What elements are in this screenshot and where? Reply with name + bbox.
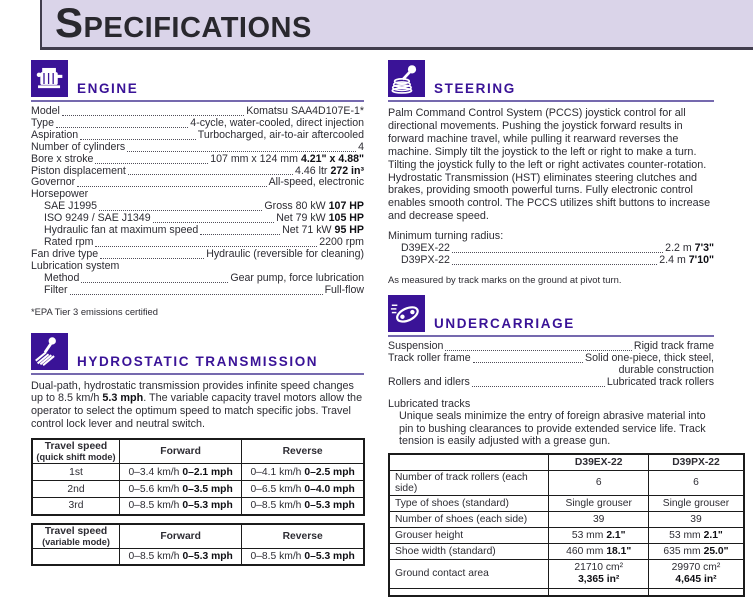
spec-row (31, 249, 364, 261)
travel-speed-variable-mode-table (31, 523, 365, 567)
table-row (32, 548, 364, 565)
row-label: Ground contact area (389, 559, 549, 588)
undercarriage-section-title: UNDERCARRIAGE (434, 315, 575, 331)
value-cell: 39 (648, 511, 744, 527)
spec-value: Hydraulic (reversible for cleaning) (206, 247, 364, 260)
undercarriage-table (388, 453, 745, 597)
spec-value: Lubricated track rollers (606, 375, 714, 388)
col-header-mode: Travel speed (variable mode) (32, 524, 120, 549)
spec-label: Hydraulic fan at maximum speed (44, 224, 199, 237)
spec-value: Komatsu SAA4D107E-1* (246, 105, 364, 117)
table-header-row (389, 454, 744, 470)
reverse-cell: 0–8.5 km/h 0–5.3 mph (242, 548, 364, 565)
spec-row (388, 377, 714, 389)
engine-section-header (31, 60, 364, 102)
content-columns (31, 60, 753, 597)
reverse-cell: 0–8.5 km/h 0–5.3 mph (242, 498, 364, 515)
pivot-turn-note: As measured by track marks on the ground at pivot turn. (388, 273, 622, 285)
steering-section-header (388, 60, 714, 102)
gear-cell: 2nd (32, 481, 119, 498)
engine-icon (31, 60, 68, 97)
value-cell: 39 (549, 511, 649, 527)
table-row (389, 527, 744, 543)
spec-value-wrap-line: durable construction (618, 363, 714, 376)
forward-cell: 0–8.5 km/h 0–5.3 mph (119, 498, 241, 515)
col-header-blank (389, 454, 549, 470)
spec-value: Full-flow (324, 283, 364, 296)
dot-leader (128, 174, 293, 175)
turning-radius-list (388, 243, 714, 267)
spec-value: 107 mm x 124 mm 4.21" x 4.88" (210, 152, 364, 165)
spec-row (388, 255, 714, 267)
spec-label: Filter (44, 283, 68, 296)
col-header-d39px: D39PX-22 (648, 454, 744, 470)
gear-cell: 1st (32, 464, 119, 481)
dot-leader (127, 151, 356, 152)
spec-label: ISO 9249 / SAE J1349 (44, 212, 151, 225)
spec-label: D39PX-22 (401, 254, 450, 267)
undercarriage-spec-list (388, 341, 714, 389)
value-cell: 29970 cm² 4,645 in² (648, 559, 744, 588)
spec-value: 4-cycle, water-cooled, direct injection (190, 116, 364, 129)
table-row (32, 498, 364, 515)
row-label: Shoe width (standard) (389, 543, 549, 559)
col-header-mode: Travel speed (quick shift mode) (32, 439, 119, 464)
steering-paragraph: Palm Command Control System (PCCS) joystick control for all directional movements. Pushing the joystick forward results in forward machine travel, while pulling it rearward reverses the machine. Simply tilt the joystick to the left or right to make a turn. Tilting the joystick fully to the left or right activates counter-rotation. Hydrostatic Transmission (HST) eliminates steering clutches and brakes, providing smooth powerful turns. Fully electronic control enables smooth control. The PCCS utilizes shift buttons to increase and decrease speed. (388, 107, 711, 223)
spec-group-heading: Horsepower (31, 188, 89, 201)
right-column (388, 60, 745, 597)
spec-label: SAE J1995 (44, 200, 98, 213)
dot-leader (81, 282, 228, 283)
value-cell: 53 mm 2.1" (648, 527, 744, 543)
value-cell: 635 mm 25.0" (648, 543, 744, 559)
spec-value: Solid one-piece, thick steel, (585, 351, 714, 364)
value-cell: 6 (648, 470, 744, 495)
gear-cell: 3rd (32, 498, 119, 515)
transmission-section-title: HYDROSTATIC TRANSMISSION (77, 353, 319, 369)
table-row (389, 495, 744, 511)
transmission-section-header (31, 333, 364, 375)
steering-joystick-icon (388, 60, 425, 97)
col-header-reverse: Reverse (242, 439, 364, 464)
undercarriage-track-icon (388, 295, 425, 332)
table-header-row (32, 439, 364, 464)
spec-label: Aspiration (31, 128, 79, 141)
spec-label: Rated rpm (44, 235, 94, 248)
dot-leader (153, 222, 275, 223)
table-row (389, 559, 744, 588)
dot-leader (200, 234, 280, 235)
spec-label: Piston displacement (31, 164, 126, 177)
col-header-forward: Forward (120, 524, 242, 549)
value-cell: 21710 cm² 3,365 in² (549, 559, 649, 588)
reverse-cell: 0–6.5 km/h 0–4.0 mph (242, 481, 364, 498)
dot-leader (95, 163, 208, 164)
spec-label: Model (31, 105, 60, 117)
gear-cell (32, 548, 120, 565)
table-row (389, 470, 744, 495)
lubricated-tracks-paragraph: Unique seals minimize the entry of foreign abrasive material into pin to bushing clearances to provide extended service life. Track tension is easily adjusted with a grease gun. (399, 409, 706, 448)
table-row (32, 464, 364, 481)
dot-leader (80, 139, 196, 140)
dot-leader (452, 252, 663, 253)
spec-row (31, 130, 364, 142)
spec-label: Bore x stroke (31, 152, 94, 165)
spec-value: 2200 rpm (319, 235, 364, 248)
travel-speed-quick-shift-table (31, 438, 365, 516)
spec-label: Fan drive type (31, 247, 99, 260)
forward-cell: 0–3.4 km/h 0–2.1 mph (119, 464, 241, 481)
spec-value: All-speed, electronic (268, 176, 364, 189)
spec-value: Turbocharged, air-to-air aftercooled (197, 128, 364, 141)
transmission-paragraph: Dual-path, hydrostatic transmission provides infinite speed changes up to 8.5 km/h 5.3 mph. The variable capacity travel motors allow the operator to select the optimum speed to match specific jobs. Travel control lock lever and neutral switch. (31, 379, 363, 431)
dot-leader (95, 246, 317, 247)
spec-label: Governor (31, 176, 76, 189)
dot-leader (452, 264, 657, 265)
turning-radius-heading: Minimum turning radius: (388, 230, 504, 243)
spec-row (31, 285, 364, 297)
page-title-banner (40, 0, 753, 50)
spec-value: 4 (358, 140, 364, 153)
dot-leader (62, 115, 244, 116)
spec-label: Track roller frame (388, 351, 471, 364)
row-label: Grouser height (389, 527, 549, 543)
spec-value: 2.4 m 7'10" (659, 254, 714, 267)
engine-section-title: ENGINE (77, 81, 139, 96)
epa-footnote: *EPA Tier 3 emissions certified (31, 305, 158, 317)
table-row-clipped (389, 588, 744, 596)
value-cell: 53 mm 2.1" (549, 527, 649, 543)
col-header-d39ex: D39EX-22 (549, 454, 649, 470)
dot-leader (472, 386, 605, 387)
spec-value: Gross 80 kW 107 HP (264, 200, 364, 213)
spec-label: Type (31, 116, 54, 129)
dot-leader (473, 362, 583, 363)
spec-value: Net 79 kW 105 HP (276, 212, 364, 225)
spec-label: Rollers and idlers (388, 375, 470, 388)
row-label: Number of shoes (each side) (389, 511, 549, 527)
value-cell: 460 mm 18.1" (549, 543, 649, 559)
table-row (32, 481, 364, 498)
value-cell: 6 (549, 470, 649, 495)
forward-cell: 0–5.6 km/h 0–3.5 mph (119, 481, 241, 498)
col-header-forward: Forward (119, 439, 241, 464)
spec-value: 4.46 ltr 272 in³ (295, 164, 364, 177)
spec-row (31, 142, 364, 154)
dot-leader (99, 210, 262, 211)
value-cell: Single grouser (648, 495, 744, 511)
dot-leader (56, 127, 188, 128)
reverse-cell: 0–4.1 km/h 0–2.5 mph (242, 464, 364, 481)
undercarriage-section-header (388, 295, 714, 337)
forward-cell: 0–8.5 km/h 0–5.3 mph (120, 548, 242, 565)
spec-group-heading: Lubrication system (31, 259, 120, 272)
spec-row (388, 353, 714, 365)
table-row (389, 511, 744, 527)
engine-spec-list (31, 106, 364, 297)
row-label: Number of track rollers (each side) (389, 470, 549, 495)
spec-value: Rigid track frame (633, 339, 714, 352)
spec-label: Method (44, 271, 80, 284)
spec-value: Net 71 kW 95 HP (282, 224, 364, 237)
spec-label: Number of cylinders (31, 140, 126, 153)
spec-label: D39EX-22 (401, 242, 450, 255)
spec-value: 2.2 m 7'3" (665, 242, 714, 255)
dot-leader (100, 258, 204, 259)
lubricated-tracks-heading: Lubricated tracks (388, 397, 471, 410)
dot-leader (70, 294, 323, 295)
spec-label: Suspension (388, 339, 444, 352)
spec-row (31, 273, 364, 285)
dot-leader (77, 186, 266, 187)
col-header-reverse: Reverse (242, 524, 364, 549)
dot-leader (445, 350, 632, 351)
value-cell: Single grouser (549, 495, 649, 511)
left-column (31, 60, 364, 597)
table-row (389, 543, 744, 559)
spec-value: Gear pump, force lubrication (230, 271, 364, 284)
row-label: Type of shoes (standard) (389, 495, 549, 511)
transmission-icon (31, 333, 68, 370)
table-header-row (32, 524, 364, 549)
steering-section-title: STEERING (434, 81, 516, 96)
page-title: SPECIFICATIONS (55, 0, 312, 46)
